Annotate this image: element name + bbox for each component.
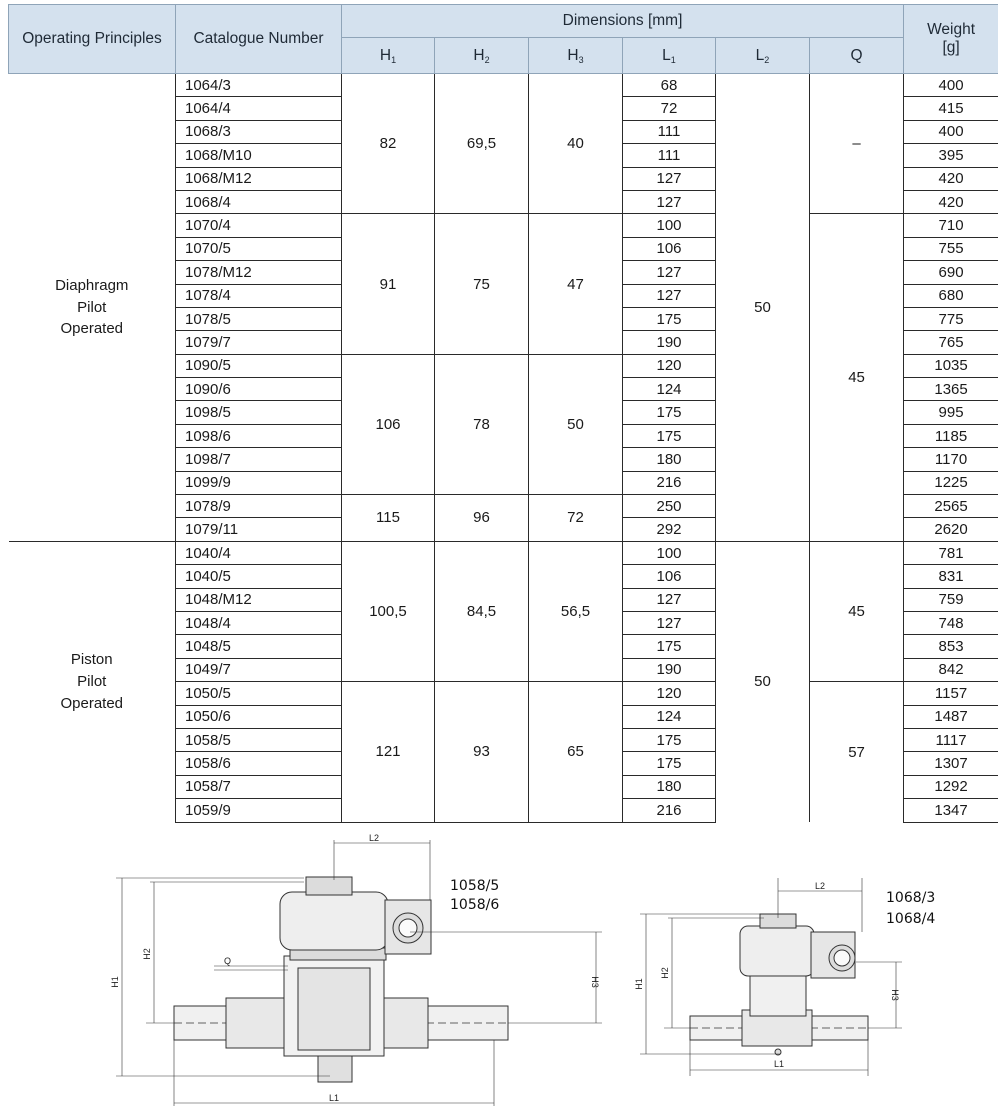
l1-cell: 180 [623, 775, 716, 798]
catalogue-number-cell: 1078/9 [176, 495, 342, 518]
catalogue-number-cell: 1078/4 [176, 284, 342, 307]
catalogue-number-cell: 1068/4 [176, 190, 342, 213]
h2-cell: 84,5 [435, 541, 529, 681]
l1-cell: 106 [623, 565, 716, 588]
weight-cell: 842 [904, 658, 998, 681]
left-model-1: 1058/5 [450, 878, 500, 894]
catalogue-number-cell: 1068/3 [176, 120, 342, 143]
l2-cell: 50 [716, 74, 810, 542]
header-weight-unit: [g] [942, 39, 960, 56]
left-valve-drawing [116, 840, 602, 1106]
right-valve-drawing [640, 878, 902, 1076]
weight-cell: 1307 [904, 752, 998, 775]
weight-cell: 420 [904, 190, 998, 213]
h1-cell: 82 [342, 74, 435, 214]
weight-cell: 995 [904, 401, 998, 424]
l1-cell: 124 [623, 705, 716, 728]
right-model-1: 1068/3 [886, 890, 936, 906]
catalogue-number-cell: 1064/4 [176, 97, 342, 120]
weight-cell: 1347 [904, 799, 998, 822]
l1-cell: 100 [623, 541, 716, 564]
l1-cell: 175 [623, 728, 716, 751]
l1-cell: 190 [623, 658, 716, 681]
catalogue-number-cell: 1040/4 [176, 541, 342, 564]
catalogue-number-cell: 1070/5 [176, 237, 342, 260]
header-q: Q [810, 38, 904, 74]
catalogue-number-cell: 1078/M12 [176, 261, 342, 284]
h2-cell: 96 [435, 495, 529, 542]
h1-cell: 115 [342, 495, 435, 542]
valve-drawings [0, 830, 998, 1109]
l1-cell: 120 [623, 354, 716, 377]
q-cell: 57 [810, 682, 904, 822]
h3-cell: 56,5 [529, 541, 623, 681]
weight-cell: 1170 [904, 448, 998, 471]
l1-cell: 127 [623, 261, 716, 284]
left-valve-outlet [318, 1056, 352, 1082]
l1-cell: 111 [623, 120, 716, 143]
weight-cell: 1035 [904, 354, 998, 377]
left-model-2: 1058/6 [450, 897, 500, 913]
operating-principle-cell [9, 541, 176, 822]
h1-cell: 106 [342, 354, 435, 494]
weight-cell: 853 [904, 635, 998, 658]
l1-cell: 124 [623, 378, 716, 401]
right-valve-coil [740, 926, 814, 976]
weight-cell: 775 [904, 307, 998, 330]
catalogue-number-cell: 1070/4 [176, 214, 342, 237]
weight-cell: 395 [904, 144, 998, 167]
l1-cell: 250 [623, 495, 716, 518]
h2-cell: 75 [435, 214, 529, 354]
l1-cell: 292 [623, 518, 716, 541]
catalogue-number-cell: 1079/11 [176, 518, 342, 541]
catalogue-number-cell: 1048/M12 [176, 588, 342, 611]
left-label-h1: H1 [110, 976, 120, 988]
weight-cell: 765 [904, 331, 998, 354]
l1-cell: 127 [623, 611, 716, 634]
header-h3-letter: H [567, 46, 579, 64]
left-label-l1: L1 [328, 1093, 340, 1103]
left-label-l2: L2 [368, 833, 380, 843]
left-fitting-left [226, 998, 284, 1048]
right-label-l2: L2 [814, 881, 826, 891]
left-label-h3: H3 [590, 976, 600, 988]
header-h1-sub: 1 [391, 54, 397, 65]
weight-cell: 1365 [904, 378, 998, 401]
dimensions-table [8, 4, 998, 823]
h1-cell: 100,5 [342, 541, 435, 681]
weight-cell: 400 [904, 74, 998, 97]
table-row [9, 541, 998, 564]
h3-cell: 65 [529, 682, 623, 822]
l1-cell: 127 [623, 588, 716, 611]
l1-cell: 216 [623, 471, 716, 494]
weight-cell: 759 [904, 588, 998, 611]
h3-cell: 72 [529, 495, 623, 542]
left-label-q: Q [224, 956, 232, 966]
header-h2-letter: H [473, 46, 485, 64]
l1-cell: 175 [623, 424, 716, 447]
l1-cell: 180 [623, 448, 716, 471]
l2-cell: 50 [716, 541, 810, 822]
weight-cell: 1225 [904, 471, 998, 494]
operating-principle-line: Piston [70, 651, 113, 669]
l1-cell: 68 [623, 74, 716, 97]
table-body [9, 74, 998, 823]
header-l1-letter: L [662, 46, 671, 64]
h3-cell: 47 [529, 214, 623, 354]
weight-cell: 1292 [904, 775, 998, 798]
l1-cell: 175 [623, 307, 716, 330]
h1-cell: 121 [342, 682, 435, 822]
right-label-h3: H3 [890, 989, 900, 1001]
weight-cell: 420 [904, 167, 998, 190]
weight-cell: 2565 [904, 495, 998, 518]
catalogue-number-cell: 1098/6 [176, 424, 342, 447]
weight-cell: 1157 [904, 682, 998, 705]
operating-principle-line: Operated [60, 320, 124, 338]
catalogue-number-cell: 1064/3 [176, 74, 342, 97]
header-catalogue-number: Catalogue Number [176, 5, 342, 74]
h2-cell: 78 [435, 354, 529, 494]
l1-cell: 120 [623, 682, 716, 705]
left-label-h2: H2 [142, 948, 152, 960]
q-cell: – [810, 74, 904, 214]
h1-cell: 91 [342, 214, 435, 354]
header-h2-sub: 2 [484, 54, 490, 65]
l1-cell: 106 [623, 237, 716, 260]
l1-cell: 175 [623, 635, 716, 658]
catalogue-number-cell: 1048/4 [176, 611, 342, 634]
weight-cell: 710 [904, 214, 998, 237]
h2-cell: 69,5 [435, 74, 529, 214]
header-h3 [529, 38, 623, 74]
weight-cell: 748 [904, 611, 998, 634]
weight-cell: 1185 [904, 424, 998, 447]
weight-cell: 1117 [904, 728, 998, 751]
table-row [9, 74, 998, 97]
l1-cell: 190 [623, 331, 716, 354]
l1-cell: 111 [623, 144, 716, 167]
left-valve-coil [280, 892, 388, 950]
left-fitting-right [384, 998, 428, 1048]
right-label-h1: H1 [634, 978, 644, 990]
l1-cell: 100 [623, 214, 716, 237]
catalogue-number-cell: 1090/6 [176, 378, 342, 401]
catalogue-number-cell: 1090/5 [176, 354, 342, 377]
operating-principle-line: Diaphragm [55, 276, 129, 294]
h3-cell: 40 [529, 74, 623, 214]
weight-cell: 755 [904, 237, 998, 260]
weight-cell: 690 [904, 261, 998, 284]
header-l2-letter: L [755, 46, 765, 64]
catalogue-number-cell: 1098/7 [176, 448, 342, 471]
header-l2-sub: 2 [764, 54, 770, 65]
catalogue-number-cell: 1040/5 [176, 565, 342, 588]
header-h3-sub: 3 [578, 54, 584, 65]
l1-cell: 175 [623, 401, 716, 424]
catalogue-number-cell: 1058/7 [176, 775, 342, 798]
header-weight [904, 5, 998, 74]
header-weight-label: Weight [927, 21, 976, 38]
right-label-h2: H2 [660, 967, 670, 979]
header-l1-sub: 1 [670, 54, 676, 65]
l1-cell: 127 [623, 190, 716, 213]
q-cell: 45 [810, 214, 904, 541]
catalogue-number-cell: 1068/M10 [176, 144, 342, 167]
l1-cell: 175 [623, 752, 716, 775]
l1-cell: 127 [623, 167, 716, 190]
catalogue-number-cell: 1059/9 [176, 799, 342, 822]
right-label-l1: L1 [773, 1059, 785, 1069]
operating-principle-cell [9, 74, 176, 542]
h3-cell: 50 [529, 354, 623, 494]
header-dimensions: Dimensions [mm] [342, 5, 904, 38]
weight-cell: 1487 [904, 705, 998, 728]
catalogue-number-cell: 1068/M12 [176, 167, 342, 190]
right-model-2: 1068/4 [886, 911, 936, 927]
weight-cell: 400 [904, 120, 998, 143]
operating-principle-line: Pilot [77, 673, 107, 691]
weight-cell: 831 [904, 565, 998, 588]
catalogue-number-cell: 1078/5 [176, 307, 342, 330]
l1-cell: 216 [623, 799, 716, 822]
catalogue-number-cell: 1048/5 [176, 635, 342, 658]
catalogue-number-cell: 1049/7 [176, 658, 342, 681]
operating-principle-line: Operated [60, 694, 124, 712]
catalogue-number-cell: 1098/5 [176, 401, 342, 424]
header-l1 [623, 38, 716, 74]
catalogue-number-cell: 1058/5 [176, 728, 342, 751]
l1-cell: 72 [623, 97, 716, 120]
catalogue-number-cell: 1058/6 [176, 752, 342, 775]
l1-cell: 127 [623, 284, 716, 307]
catalogue-number-cell: 1050/5 [176, 682, 342, 705]
header-h1 [342, 38, 435, 74]
weight-cell: 415 [904, 97, 998, 120]
weight-cell: 680 [904, 284, 998, 307]
catalogue-number-cell: 1050/6 [176, 705, 342, 728]
header-h1-letter: H [379, 46, 392, 64]
catalogue-number-cell: 1079/7 [176, 331, 342, 354]
operating-principle-line: Pilot [77, 298, 107, 316]
left-valve-nut [306, 877, 352, 895]
weight-cell: 781 [904, 541, 998, 564]
q-cell: 45 [810, 541, 904, 681]
h2-cell: 93 [435, 682, 529, 822]
header-operating-principles: Operating Principles [9, 5, 176, 74]
header-l2 [716, 38, 810, 74]
catalogue-number-cell: 1099/9 [176, 471, 342, 494]
weight-cell: 2620 [904, 518, 998, 541]
header-h2 [435, 38, 529, 74]
header-row [9, 5, 998, 38]
